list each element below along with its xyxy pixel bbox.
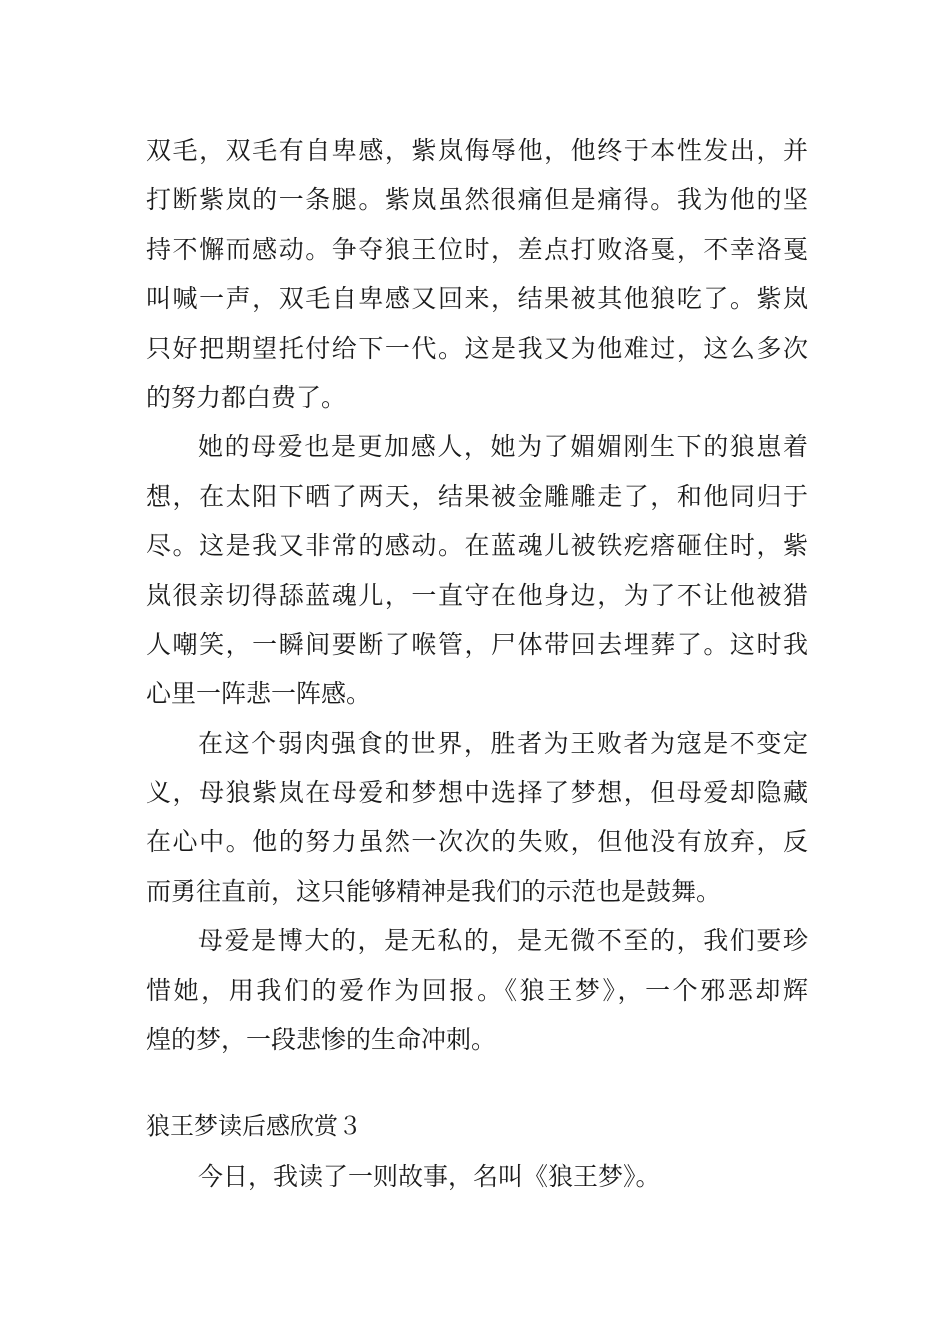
paragraph-1 bbox=[146, 126, 808, 422]
text-line: 她的母爱也是更加感人，她为了媚媚刚生下的狼崽着 bbox=[198, 432, 808, 462]
text-line: 的努力都白费了。 bbox=[146, 382, 347, 412]
text-line: 母爱是博大的，是无私的，是无微不至的，我们要珍 bbox=[198, 926, 808, 956]
section-gap bbox=[146, 1064, 808, 1102]
text-line: 叫喊一声，双毛自卑感又回来，结果被其他狼吃了。紫岚 bbox=[146, 284, 808, 314]
text-line: 想，在太阳下晒了两天，结果被金雕雕走了，和他同归于 bbox=[146, 481, 808, 511]
text-line: 在心中。他的努力虽然一次次的失败，但他没有放弃，反 bbox=[146, 827, 808, 857]
text-line: 只好把期望托付给下一代。这是我又为他难过，这么多次 bbox=[146, 333, 808, 363]
text-line: 在这个弱肉强食的世界，胜者为王败者为寇是不变定 bbox=[198, 728, 808, 758]
text-line: 岚很亲切得舔蓝魂儿，一直守在他身边，为了不让他被猎 bbox=[146, 580, 808, 610]
paragraph-2 bbox=[146, 422, 808, 718]
text-line: 心里一阵悲一阵感。 bbox=[146, 679, 372, 709]
paragraph-4 bbox=[146, 916, 808, 1064]
text-line: 双毛，双毛有自卑感，紫岚侮辱他，他终于本性发出，并 bbox=[146, 136, 808, 165]
text-line: 煌的梦，一段悲惨的生命冲刺。 bbox=[146, 1025, 497, 1055]
section-title: 狼王梦读后感欣赏３ bbox=[146, 1112, 362, 1141]
text-line: 打断紫岚的一条腿。紫岚虽然很痛但是痛得。我为他的坚 bbox=[146, 185, 808, 215]
text-line: 而勇往直前，这只能够精神是我们的示范也是鼓舞。 bbox=[146, 876, 722, 906]
text-line: 尽。这是我又非常的感动。在蓝魂儿被铁疙瘩砸住时，紫 bbox=[146, 531, 808, 561]
text-line: 持不懈而感动。争夺狼王位时，差点打败洛戛，不幸洛戛 bbox=[146, 234, 808, 264]
text-line: 惜她，用我们的爱作为回报。《狼王梦》，一个邪恶却辉 bbox=[146, 975, 808, 1005]
opening-paragraph: 今日，我读了一则故事，名叫《狼王梦》。 bbox=[198, 1161, 661, 1191]
paragraph-3 bbox=[146, 719, 808, 917]
text-line: 人嘲笑，一瞬间要断了喉管，尸体带回去埋葬了。这时我 bbox=[146, 629, 808, 659]
text-line: 义，母狼紫岚在母爱和梦想中选择了梦想，但母爱却隐藏 bbox=[146, 778, 808, 808]
document-text bbox=[146, 126, 808, 1201]
